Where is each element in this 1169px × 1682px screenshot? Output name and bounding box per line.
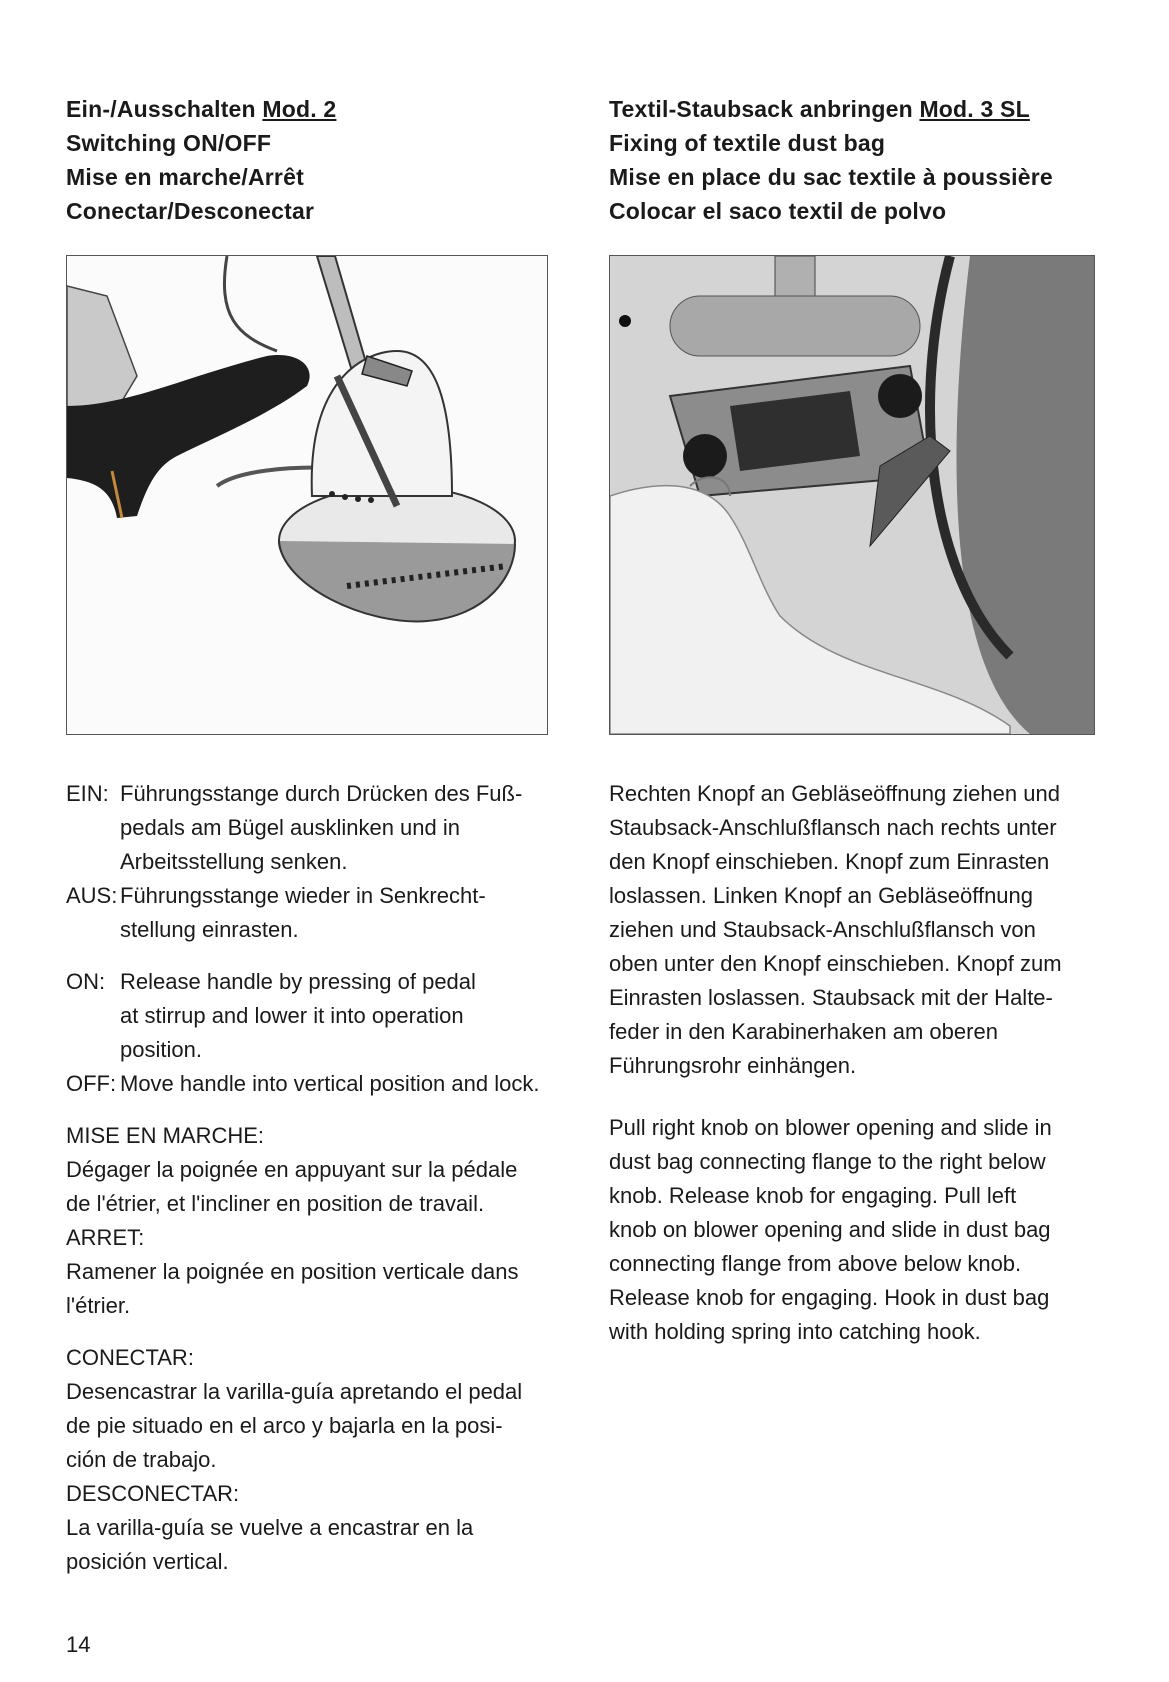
en-off-term: OFF: bbox=[66, 1071, 117, 1096]
fr-instructions: MISE EN MARCHE: Dégager la poignée en appuyant sur la pédale de l'étrier, et l'incliner en position de travail. ARRET: Ramener la poignée en position verticale dans l'étrier. bbox=[66, 1119, 566, 1323]
left-heading-line3: Mise en marche/Arrêt bbox=[66, 164, 304, 190]
model-label: Mod. 3 SL bbox=[919, 96, 1030, 122]
en-paragraph: Pull right knob on blower opening and slide in dust bag connecting flange to the right below knob. Release knob for engaging. Pull left knob on blower opening and slide in dust bag connecting flange from above below knob. Release knob for engaging. Hook in dust bag with holding spring into catching hook. bbox=[609, 1115, 1052, 1344]
de-on-term: EIN: bbox=[66, 781, 109, 806]
de-paragraph: Rechten Knopf an Gebläseöffnung ziehen und Staubsack-Anschlußflansch nach rechts unter den Knopf einschieben. Knopf zum Einrasten loslassen. Linken Knopf an Gebläseöffnung ziehen und Staubsack-Anschlußflansch von oben unter den Knopf einschieben. Knopf zum Einrasten loslassen. Staubsack mit der Halte- feder in den Karabinerhaken am oberen Führungsrohr einhängen. bbox=[609, 781, 1062, 1078]
left-heading-line1: Ein-/Ausschalten Mod. 2 bbox=[66, 96, 337, 122]
right-heading bbox=[609, 92, 1099, 228]
en-on-row bbox=[66, 965, 566, 1067]
en-off-text: Move handle into vertical position and lock. bbox=[120, 1071, 540, 1096]
en-on-term: ON: bbox=[66, 969, 106, 994]
right-heading-line2: Fixing of textile dust bag bbox=[609, 130, 886, 156]
de-off-term: AUS: bbox=[66, 883, 118, 908]
left-heading bbox=[66, 92, 566, 228]
model-label: Mod. 2 bbox=[262, 96, 337, 122]
de-off-text: Führungsstange wieder in Senkrecht- stellung einrasten. bbox=[120, 883, 486, 942]
de-on-text: Führungsstange durch Drücken des Fuß- pedals am Bügel ausklinken und in Arbeitsstellung senken. bbox=[120, 781, 523, 874]
dust-bag-illustration bbox=[609, 255, 1095, 735]
right-heading-line3: Mise en place du sac textile à poussière bbox=[609, 164, 1053, 190]
en-on-text: Release handle by pressing of pedal at stirrup and lower it into operation position. bbox=[120, 969, 476, 1062]
fr-off-label: ARRET: bbox=[66, 1225, 145, 1250]
dust-bag-photo bbox=[610, 256, 1094, 734]
right-heading-line1: Textil-Staubsack anbringen Mod. 3 SL bbox=[609, 96, 1030, 122]
right-body bbox=[609, 777, 1099, 1349]
right-heading-line4: Colocar el saco textil de polvo bbox=[609, 198, 947, 224]
left-heading-line4: Conectar/Desconectar bbox=[66, 198, 315, 224]
de-instructions bbox=[66, 777, 566, 947]
es-on-label: CONECTAR: bbox=[66, 1345, 194, 1370]
es-instructions: CONECTAR: Desencastrar la varilla-guía apretando el pedal de pie situado en el arco y bajarla en la posi- ción de trabajo. DESCONECTAR: La varilla-guía se vuelve a encastrar en la posición vertical. bbox=[66, 1341, 566, 1579]
polisher-pedal-illustration bbox=[66, 255, 548, 735]
en-off-row bbox=[66, 1067, 566, 1101]
fr-on-label: MISE EN MARCHE: bbox=[66, 1123, 265, 1148]
polisher-pedal-drawing bbox=[67, 256, 547, 734]
right-column bbox=[609, 92, 1099, 1349]
de-off-row bbox=[66, 879, 566, 947]
page-number: 14 bbox=[66, 1632, 91, 1657]
left-column bbox=[66, 92, 566, 1579]
es-off-label: DESCONECTAR: bbox=[66, 1481, 240, 1506]
left-body bbox=[66, 777, 566, 1579]
en-instructions bbox=[66, 965, 566, 1101]
de-on-row bbox=[66, 777, 566, 879]
left-heading-line2: Switching ON/OFF bbox=[66, 130, 272, 156]
